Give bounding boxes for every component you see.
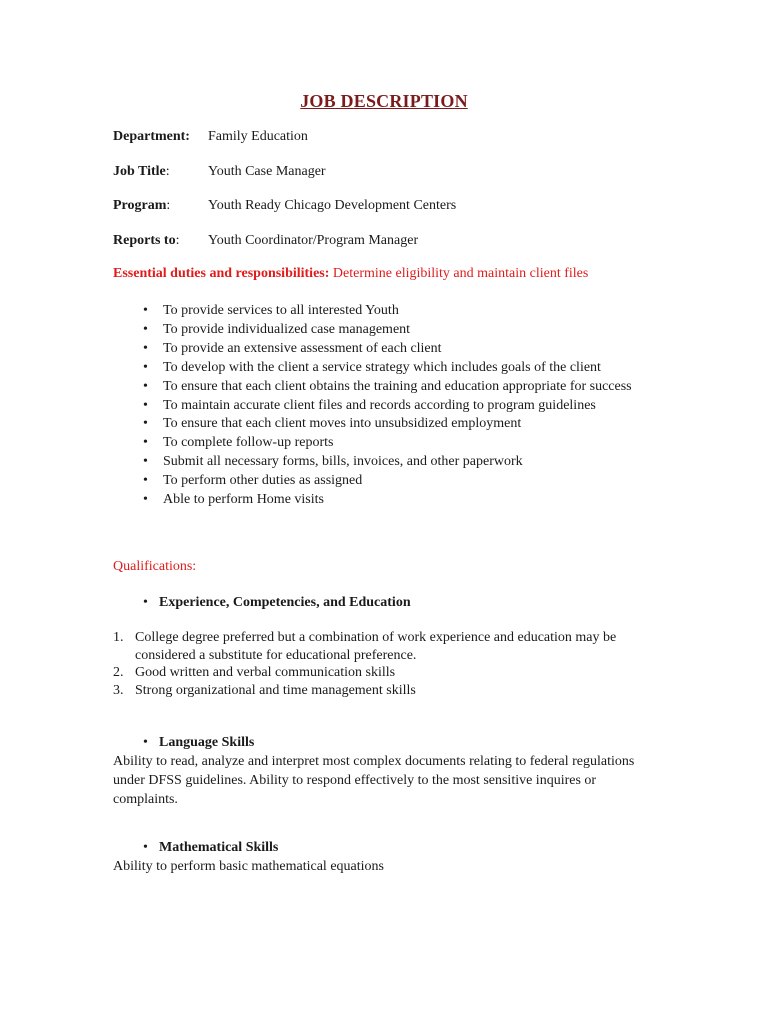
duty-item: • To ensure that each client obtains the training and education appropriate for success xyxy=(113,378,673,397)
bullet-icon: • xyxy=(143,735,148,750)
duty-item: • To perform other duties as assigned xyxy=(113,472,673,491)
requirements-list xyxy=(113,629,673,699)
field-program-colon: : xyxy=(166,198,171,213)
document-title: JOB DESCRIPTION xyxy=(300,91,468,111)
requirement-number: 2. xyxy=(113,665,124,681)
duty-item: • To provide individualized case management xyxy=(113,321,673,340)
language-skills-heading-text: Language Skills xyxy=(159,735,255,750)
requirement-item xyxy=(113,629,673,664)
field-job-title-value: Youth Case Manager xyxy=(208,164,326,179)
field-program-value: Youth Ready Chicago Development Centers xyxy=(208,198,457,213)
qualifications-heading: Qualifications: xyxy=(113,559,197,574)
requirement-text: Good written and verbal communication skills xyxy=(135,665,396,681)
requirement-item xyxy=(113,664,673,682)
requirement-number: 1. xyxy=(113,630,124,645)
field-job-title-colon: : xyxy=(165,164,170,179)
field-reports-to-colon: : xyxy=(175,233,180,248)
duties-list xyxy=(113,302,673,510)
duty-item: • Able to perform Home visits xyxy=(113,491,673,510)
requirement-item xyxy=(113,682,673,700)
field-department-label: Department: xyxy=(113,129,190,144)
field-reports-to-value: Youth Coordinator/Program Manager xyxy=(208,233,419,248)
bullet-icon: • xyxy=(143,595,148,610)
duty-item: • Submit all necessary forms, bills, invoices, and other paperwork xyxy=(113,453,673,472)
field-job-title-label: Job Title xyxy=(113,164,166,179)
field-department-value: Family Education xyxy=(208,129,308,144)
math-skills-heading-text: Mathematical Skills xyxy=(159,840,279,855)
duty-item: • To ensure that each client moves into unsubsidized employment xyxy=(113,415,673,434)
requirement-text: College degree preferred but a combination of work experience and education may be considered a substitute for educational preference. xyxy=(135,630,617,663)
field-reports-to-label: Reports to xyxy=(113,233,176,248)
duty-item: • To complete follow-up reports xyxy=(113,434,673,453)
duty-item: • To provide an extensive assessment of each client xyxy=(113,340,673,359)
field-program-label: Program xyxy=(113,198,167,213)
essential-duties-label: Essential duties and responsibilities: xyxy=(113,266,330,281)
essential-duties-value: Determine eligibility and maintain client files xyxy=(332,266,589,281)
experience-heading-text: Experience, Competencies, and Education xyxy=(159,595,411,610)
requirement-number: 3. xyxy=(113,682,124,698)
duty-item: • To provide services to all interested Youth xyxy=(113,302,673,321)
essential-duties-line xyxy=(113,266,588,282)
requirement-text: Strong organizational and time management skills xyxy=(135,682,416,698)
bullet-icon: • xyxy=(143,840,148,855)
duty-item: • To maintain accurate client files and records according to program guidelines xyxy=(113,397,673,416)
duty-item: • To develop with the client a service strategy which includes goals of the client xyxy=(113,359,673,378)
math-skills-text: Ability to perform basic mathematical equations xyxy=(113,859,384,874)
language-skills-text: Ability to read, analyze and interpret most complex documents relating to federal regulations under DFSS guidelines. Ability to respond effectively to the most sensitive inquires or complaints. xyxy=(113,754,635,807)
